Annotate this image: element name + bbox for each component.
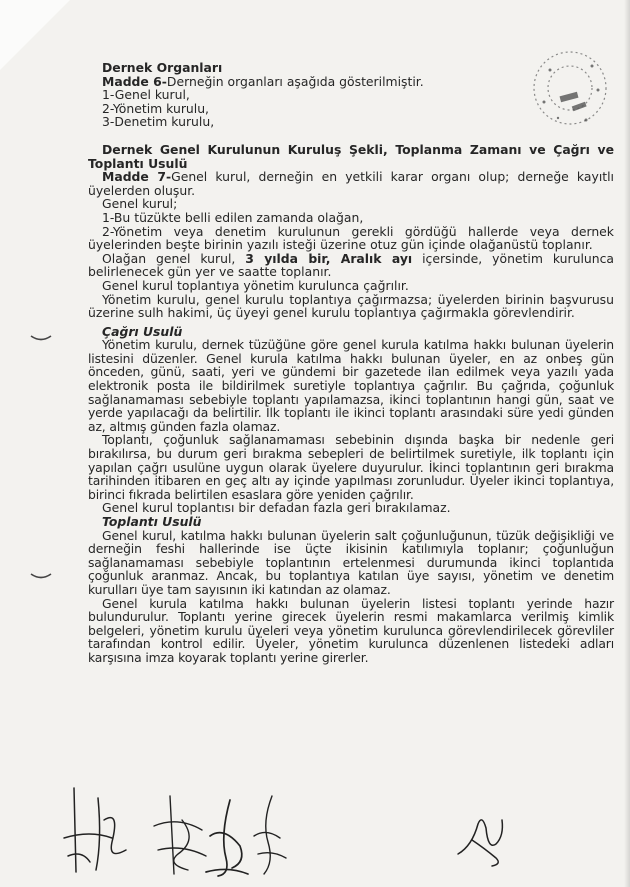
paragraph-member-list: Genel kurula katılma hakkı bulunan üyelerin listesi toplantı yerinde hazır bulundurulur. Toplantı yerine girecek üyelerin resmi makamlarca verilmiş kimlik belgeleri, yönetim kurulu üyeleri veya yönetim kurulunca görevlendirilecek görevliler tarafından kontrol edilir. Üyeler, yönetim kurulunca düzenlenen listedeki adları karşısına imza koyarak toplantı yerine girerler.: [88, 595, 614, 665]
article-6-text: Derneğin organları aşağıda gösterilmiştir.: [166, 73, 424, 89]
paragraph-call-procedure: Yönetim kurulu, dernek tüzüğüne göre genel kurula katılma hakkı bulunan üyelerin listesini düzenler. Genel kurula katılma hakkı bulunan üyeler, en az onbeş gün önceden, günü, saati, yeri ve gündemi bir gazetede ilan edilmek veya yazılı yada elektronik posta ile bildirilmek suretiyle toplantıya çağrılır. Bu çağrıda, çoğunluk sağlanamaması sebebiyle toplantı yapılamazsa, ikinci toplantının hangi gün, saat ve yerde yapılacağı da belirtilir. İlk toplantı ile ikinci toplantı arasındaki süre yedi günden az, altmış günden fazla olamaz.: [88, 337, 614, 434]
article-6-label: Madde 6-: [102, 73, 167, 89]
section-title-organs: Dernek Organları: [102, 60, 223, 75]
paragraph-meeting-procedure: Genel kurul, katılma hakkı bulunan üyelerin salt çoğunluğunun, tüzük değişikliği ve derneğin feshi hallerinde ise üçte ikisinin katılımıyla toplanır; çoğunluğun sağlanamaması sebebiyle toplantının ertelenmesi durumunda ikinci toplantıda çoğunluk aranmaz. Ancak, bu toplantıya katılan üye sayısı, yönetim ve denetim kurulları üye tam sayısının iki katından az olamaz.: [88, 527, 614, 597]
paragraph-call: Genel kurul toplantıya yönetim kurulunca çağrılır.: [102, 277, 409, 293]
paragraph-postpone-once: Genel kurul toplantısı bir defadan fazla geri bırakılamaz.: [102, 500, 451, 516]
article-7-label: Madde 7-: [102, 169, 172, 185]
signature-4: [246, 792, 296, 878]
organ-item: 3-Denetim kurulu,: [102, 114, 215, 130]
bylaws-text: [88, 61, 614, 665]
signature-1: [60, 780, 140, 878]
punch-mark-icon: [30, 572, 52, 582]
ordinary-assembly-period: 3 yılda bir, Aralık ayı: [245, 250, 413, 266]
organ-item: 2-Yönetim kurulu,: [102, 100, 209, 116]
article-7-text: Genel kurul, derneğin en yetkili karar organı olup; derneğe kayıtlı üyelerden oluşur.: [88, 169, 615, 198]
ordinary-assembly-text: Olağan genel kurul,: [102, 250, 246, 266]
folded-corner: [0, 0, 70, 70]
meeting-item-1: 1-Bu tüzükte belli edilen zamanda olağan,: [102, 209, 364, 225]
organ-item: 1-Genel kurul,: [102, 87, 190, 103]
paragraph-postponement: Toplantı, çoğunluk sağlanamaması sebebinin dışında başka bir nedenle geri bırakılırsa, bu durum geri bırakma sebepleri de belirtilmek suretiyle, ilk toplantı için yapılan çağrı usulüne uygun olarak üyelere duyurulur. İkinci toplantının geri bırakma tarihinden itibaren en geç altı ay içinde yapılması zorunludur. Üyeler ikinci toplantıya, birinci fıkrada belirtilen esaslara göre yeniden çağrılır.: [88, 432, 614, 502]
article-7: [88, 170, 614, 197]
scan-edge-shadow: [624, 0, 630, 887]
ordinary-assembly-text-end: içersinde, yönetim kurulunca belirlenecek gün yer ve saatte toplanır.: [88, 250, 614, 280]
signature-5: [452, 806, 512, 870]
section-title-general-assembly: Dernek Genel Kurulunun Kuruluş Şekli, Toplanma Zamanı ve Çağrı ve Toplantı Usulü: [88, 141, 614, 171]
paragraph-ordinary-assembly: [88, 252, 614, 279]
article-6: [88, 75, 614, 89]
meeting-item-2: 2-Yönetim veya denetim kurulunun gerekli gördüğü hallerde veya dernek üyelerinden beşte birinin yazılı isteği üzerine otuz gün içinde olağanüstü toplanır.: [88, 223, 614, 253]
genel-kurul-line: Genel kurul;: [102, 196, 178, 212]
subsection-title-call-procedure: Çağrı Usulü: [102, 323, 183, 339]
subsection-title-meeting-procedure: Toplantı Usulü: [102, 514, 202, 529]
paragraph-judge: Yönetim kurulu, genel kurulu toplantıya çağırmazsa; üyelerden birinin başvurusu üzerine sulh hakimi, üç üyeyi genel kurulu toplantıya çağırmakla görevlendirir.: [88, 291, 614, 321]
punch-mark-icon: [30, 334, 52, 344]
